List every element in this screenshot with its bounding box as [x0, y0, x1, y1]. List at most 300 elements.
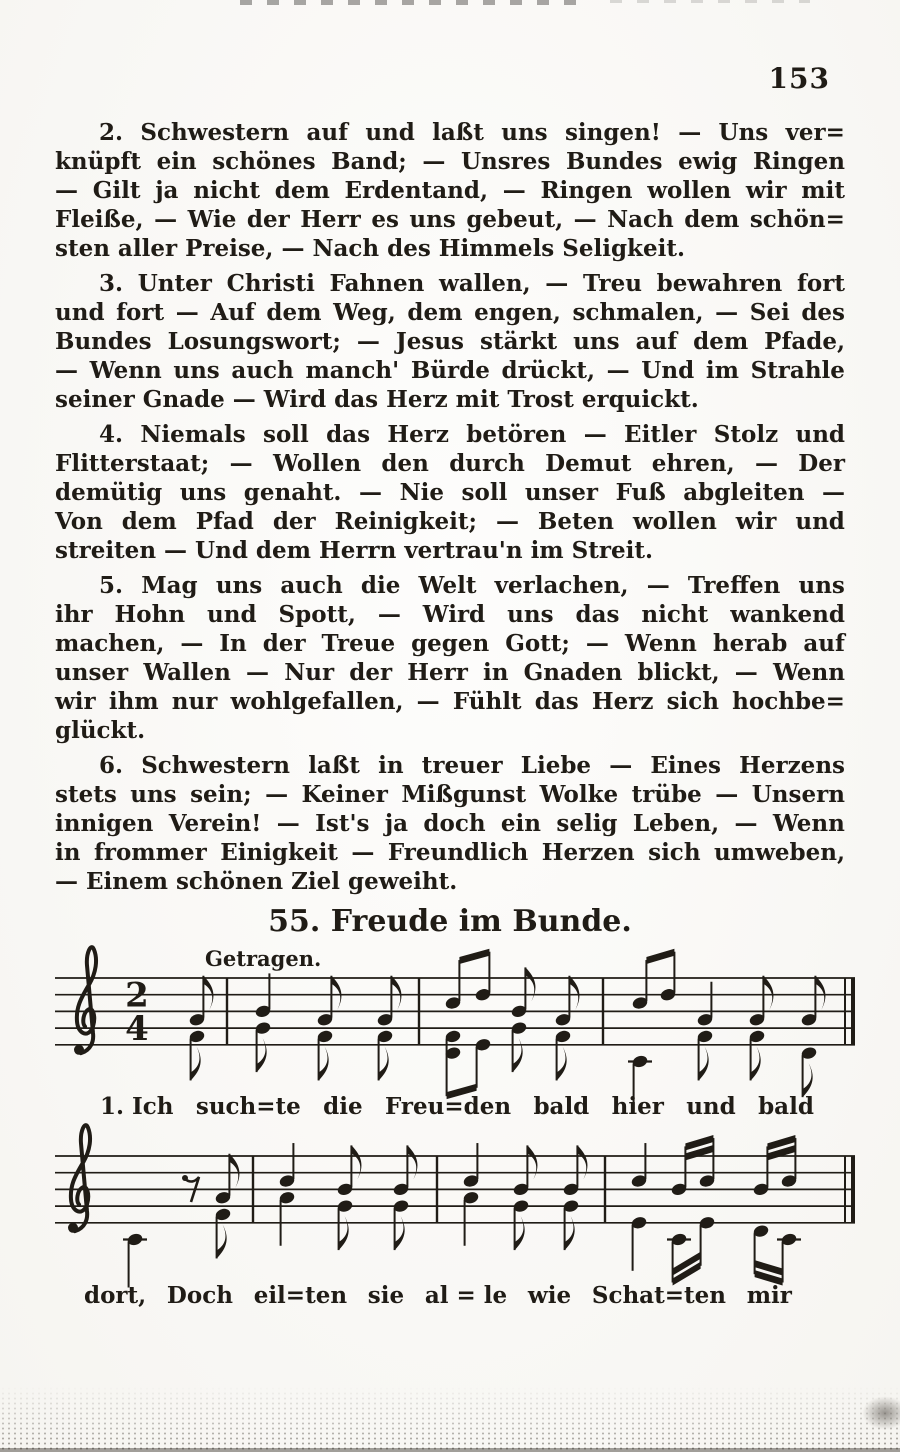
verse-word: — — [715, 781, 739, 808]
verse-word: Wolke — [539, 781, 619, 808]
verse-word: 4. — [99, 421, 124, 448]
verse-word: der — [246, 206, 290, 233]
verse-word: Wenn — [772, 810, 845, 837]
eighth-flag — [763, 976, 773, 1010]
lyric-syllable: bald — [533, 1093, 590, 1120]
verse-word: wir — [745, 177, 787, 204]
verse-word: — — [55, 357, 78, 384]
verse-line — [55, 356, 845, 385]
eighth-flag — [203, 976, 213, 1010]
verse-word: — — [422, 148, 446, 175]
verse-word: wir — [55, 688, 96, 715]
lyric-syllable: dort, — [84, 1282, 147, 1309]
verse-word: Fühlt — [452, 688, 522, 715]
verse-word: Ringen — [752, 148, 845, 175]
verse-word: Weg, — [333, 299, 396, 326]
verse-word: Unsres — [460, 148, 551, 175]
verse-line — [55, 571, 845, 600]
verse-word: Gnaden — [523, 659, 623, 686]
verse-word: — — [715, 299, 739, 326]
verse-line — [55, 176, 845, 205]
verse-word: dem — [693, 328, 749, 355]
tempo-marking: Getragen. — [205, 946, 322, 971]
verse-word: Von — [55, 508, 103, 535]
treble-clef-icon — [68, 1223, 78, 1233]
eighth-flag — [351, 1145, 361, 1179]
verse-word: Mißgunst — [401, 781, 527, 808]
verse-word: Schwestern — [141, 752, 291, 779]
verse-word: dem — [274, 177, 330, 204]
verse-word: ehren, — [651, 450, 735, 477]
verse-line — [55, 780, 845, 809]
verse-word: — — [180, 630, 204, 657]
verse-word: Treffen — [687, 572, 781, 599]
verse-word: — — [351, 839, 375, 866]
treble-clef-icon — [77, 947, 96, 1053]
verse-word: in — [483, 659, 509, 686]
verse-line: — Einem schönen Ziel geweiht. — [55, 868, 458, 895]
verse-line — [55, 600, 845, 629]
verse-word: den — [381, 450, 429, 477]
lyric-syllable: sie — [367, 1282, 405, 1309]
verse-line — [55, 327, 845, 356]
verse-line: sten aller Preise, — Nach des Himmels Seligkeit. — [55, 235, 685, 262]
lyric-syllable: wie — [527, 1282, 572, 1309]
verse-word: nicht — [641, 601, 709, 628]
song-title: 55. Freude im Bunde. — [268, 904, 632, 939]
verse-word: wankend — [730, 601, 845, 628]
verse-word: dem — [121, 508, 177, 535]
verse-word: — — [583, 421, 607, 448]
verse-word: Herr — [407, 659, 468, 686]
verse-word: wir — [735, 508, 777, 535]
verse-word: — — [229, 450, 253, 477]
page-number: 153 — [768, 62, 830, 95]
verse-word: — — [606, 357, 630, 384]
verse-word: engen, — [474, 299, 561, 326]
verse-word: Einigkeit — [220, 839, 338, 866]
verse-word: schmalen, — [572, 299, 704, 326]
verse-line — [55, 147, 845, 176]
verse-word: Stolz — [713, 421, 779, 448]
verse-line — [55, 658, 845, 687]
verse-word: ja — [384, 810, 409, 837]
verse-word: Unsern — [751, 781, 845, 808]
verse-word: uns — [179, 479, 227, 506]
verse-word: Beten — [537, 508, 614, 535]
verse-word: — — [154, 206, 178, 233]
verse-word: Wenn — [772, 659, 845, 686]
verse-word: Hohn — [114, 601, 186, 628]
verse-word: durch — [449, 450, 525, 477]
final-barline — [851, 978, 855, 1045]
verse-word: Wird — [422, 601, 486, 628]
lyric-syllable: Freu=den — [384, 1093, 512, 1120]
eighth-flag — [699, 1046, 709, 1080]
verse-word: abgleiten — [683, 479, 805, 506]
verse-word: Ist's — [315, 810, 370, 837]
verse-word: Keiner — [301, 781, 388, 808]
verse-word: Wollen — [272, 450, 362, 477]
verse-word: — — [265, 781, 289, 808]
verse-word: Eines — [650, 752, 721, 779]
verse-word: 5. — [99, 572, 124, 599]
verse-word: — — [646, 572, 670, 599]
verse-word: auch — [231, 357, 294, 384]
verse-word: Herzens — [739, 752, 845, 779]
verse-word: — — [754, 450, 778, 477]
time-signature: 4 — [125, 1009, 149, 1050]
verse-word: Ringen — [540, 177, 633, 204]
verse-word: — — [545, 270, 569, 297]
verse-word: im — [705, 357, 739, 384]
verse-word: Losungswort; — [167, 328, 341, 355]
eighth-flag — [569, 976, 579, 1010]
verse-word: singen! — [564, 119, 661, 146]
treble-clef-icon — [74, 1045, 84, 1055]
verse-word: Reinigkeit; — [334, 508, 478, 535]
verse-word: selig — [556, 810, 618, 837]
verse-word: machen, — [55, 630, 165, 657]
verse-line: glückt. — [55, 717, 146, 744]
verse-word: Wenn — [624, 630, 697, 657]
verse-line — [55, 449, 845, 478]
verse-word: stärkt — [480, 328, 558, 355]
verse-line — [55, 269, 845, 298]
verse-paragraph — [55, 269, 845, 414]
eighth-flag — [257, 1038, 267, 1072]
verse-word: Liebe — [520, 752, 592, 779]
verse-word: 3. — [99, 270, 124, 297]
verse-word: ihm — [108, 688, 159, 715]
verse-line: seiner Gnade — Wird das Herz mit Trost erquickt. — [55, 386, 699, 413]
verse-word: Auf — [210, 299, 255, 326]
verse-word: Band; — [331, 148, 407, 175]
verse-word: wallen, — [439, 270, 531, 297]
eighth-flag — [229, 1154, 239, 1188]
verse-word: Gott; — [505, 630, 570, 657]
verse-word: ein — [156, 148, 197, 175]
verse-word: Bürde — [410, 357, 490, 384]
eighth-flag — [815, 976, 825, 1010]
verse-word: manch' — [305, 357, 400, 384]
verse-line — [55, 298, 845, 327]
verse-word: knüpft — [55, 148, 141, 175]
verse-word: — — [359, 479, 383, 506]
verse-paragraph — [55, 118, 845, 263]
verse-word: ver= — [785, 119, 845, 146]
verse-word: Herz — [387, 421, 449, 448]
verse-word: Flitterstaat; — [55, 450, 210, 477]
hymn-verses — [55, 118, 845, 902]
verse-word: wollen — [632, 508, 717, 535]
verse-word: Wenn — [89, 357, 162, 384]
verse-line — [55, 507, 845, 536]
scan-artifact-top — [610, 0, 810, 3]
verse-word: das — [575, 601, 620, 628]
verse-word: uns — [573, 328, 620, 355]
verse-word: mit — [801, 177, 845, 204]
beam — [646, 949, 674, 964]
verse-word: laßt — [308, 752, 360, 779]
eighth-flag — [527, 1145, 537, 1179]
verse-word: Schwestern — [140, 119, 290, 146]
lyric-syllable: bald — [758, 1093, 814, 1120]
eighth-flag — [513, 1038, 523, 1072]
verse-word: frommer — [93, 839, 207, 866]
scan-noise-bottom — [0, 1386, 900, 1452]
verse-word: Niemals — [140, 421, 246, 448]
verse-word: unser — [55, 659, 129, 686]
verse-word: — — [734, 810, 758, 837]
verse-word: Erdentand, — [344, 177, 488, 204]
verse-word: Jesus — [395, 328, 465, 355]
verse-word: uns — [409, 206, 456, 233]
lyric-syllable: die — [323, 1093, 363, 1120]
verse-word: dem — [266, 299, 322, 326]
verse-line: streiten — Und dem Herrn vertrau'n im Streit. — [55, 537, 653, 564]
verse-paragraph — [55, 751, 845, 896]
verse-word: fort — [797, 270, 845, 297]
verse-word: uns — [798, 572, 845, 599]
verse-word: nur — [171, 688, 218, 715]
eighth-flag — [557, 1046, 567, 1080]
verse-word: — — [175, 299, 199, 326]
verse-word: 6. — [99, 752, 124, 779]
verse-word: 2. — [99, 119, 124, 146]
eighth-flag — [395, 1216, 405, 1250]
scan-smudge — [862, 1396, 900, 1430]
verse-word: auf — [635, 328, 678, 355]
music-staff-2 — [55, 1118, 855, 1308]
eighth-flag — [191, 1046, 201, 1080]
verse-word: herab — [712, 630, 788, 657]
verse-word: — — [416, 688, 440, 715]
eighth-flag — [407, 1145, 417, 1179]
verse-word: auf — [306, 119, 348, 146]
verse-word: in — [55, 839, 81, 866]
verse-word: innigen — [55, 810, 154, 837]
verse-word: Gilt — [92, 177, 141, 204]
verse-word: laßt — [432, 119, 484, 146]
time-signature: 2 — [125, 975, 149, 1016]
lyric-syllable: mir — [746, 1282, 792, 1309]
eighth-flag — [515, 1216, 525, 1250]
verse-word: trübe — [631, 781, 702, 808]
verse-word: Welt — [418, 572, 477, 599]
verse-word: stets — [55, 781, 117, 808]
verse-word: — — [585, 630, 609, 657]
verse-word: und — [207, 601, 257, 628]
verse-word: — — [573, 206, 597, 233]
scan-artifact-top — [240, 0, 590, 5]
verse-line — [55, 118, 845, 147]
verse-line — [55, 751, 845, 780]
verse-word: — — [356, 328, 380, 355]
verse-word: Fleiße, — [55, 206, 144, 233]
verse-word: — — [377, 601, 401, 628]
verse-word: verlachen, — [494, 572, 629, 599]
verse-word: Wie — [187, 206, 237, 233]
lyric-syllable: al = le — [424, 1282, 508, 1309]
verse-word: Wallen — [143, 659, 231, 686]
verse-word: — — [246, 659, 270, 686]
verse-word: uns — [173, 357, 220, 384]
verse-word: Bundes — [55, 328, 152, 355]
verse-word: Herzen — [541, 839, 635, 866]
verse-word: ja — [155, 177, 179, 204]
verse-word: demütig — [55, 479, 163, 506]
verse-word: — — [495, 508, 519, 535]
verse-line — [55, 205, 845, 234]
verse-word: — — [276, 810, 300, 837]
verse-word: Unter — [137, 270, 212, 297]
verse-word: dem — [684, 206, 740, 233]
verse-word: soll — [461, 479, 508, 506]
verse-word: Der — [798, 450, 845, 477]
verse-word: Nie — [399, 479, 444, 506]
verse-word: Leben, — [632, 810, 720, 837]
verse-word: Fahnen — [329, 270, 425, 297]
treble-clef-icon — [71, 1125, 90, 1231]
verse-word: der — [262, 630, 306, 657]
music-staff-1 — [55, 938, 855, 1118]
verse-word: Nur — [284, 659, 335, 686]
verse-word: auch — [280, 572, 343, 599]
verse-word: uns — [507, 601, 554, 628]
verse-word: Uns — [718, 119, 769, 146]
verse-word: gegen — [411, 630, 490, 657]
verse-word: Pfad — [195, 508, 254, 535]
verse-word: blickt, — [637, 659, 720, 686]
verse-paragraph — [55, 571, 845, 745]
scan-noise-bottom-edge — [0, 1448, 900, 1452]
verse-word: sein; — [190, 781, 252, 808]
verse-word: — — [502, 177, 526, 204]
verse-word: Bundes — [565, 148, 663, 175]
verse-word: drückt, — [501, 357, 595, 384]
verse-line — [55, 838, 845, 867]
verse-word: es — [371, 206, 399, 233]
verse-word: und — [795, 421, 845, 448]
verse-word: unser — [524, 479, 599, 506]
verse-word: der — [349, 659, 393, 686]
verse-word: Spott, — [278, 601, 356, 628]
lyric-syllable: such=te — [195, 1093, 301, 1120]
verse-word: dem — [407, 299, 463, 326]
verse-word: fort — [116, 299, 165, 326]
verse-word: uns — [215, 572, 263, 599]
lyrics-line-2 — [84, 1281, 792, 1311]
verse-word: uns — [501, 119, 548, 146]
verse-word: des — [801, 299, 845, 326]
verse-word: umweben, — [714, 839, 845, 866]
lyric-syllable: hier — [611, 1093, 664, 1120]
verse-word: — — [678, 119, 702, 146]
eighth-flag — [565, 1216, 575, 1250]
verse-word: nicht — [193, 177, 260, 204]
verse-word: In — [219, 630, 247, 657]
verse-word: Herr — [300, 206, 361, 233]
verse-word: — — [55, 177, 78, 204]
verse-word: wohlgefallen, — [230, 688, 404, 715]
verse-word: Eitler — [624, 421, 697, 448]
eighth-flag — [379, 1046, 389, 1080]
verse-word: Mag — [141, 572, 198, 599]
eighth-flag — [577, 1145, 587, 1179]
verse-word: bewahren — [656, 270, 783, 297]
verse-word: das — [326, 421, 371, 448]
verse-word: sich — [648, 839, 701, 866]
eighth-flag — [391, 976, 401, 1010]
verse-word: — — [822, 479, 845, 506]
verse-word: Demut — [545, 450, 632, 477]
verse-word: hochbe= — [732, 688, 845, 715]
verse-word: der — [272, 508, 316, 535]
lyric-syllable: eil=ten — [253, 1282, 348, 1309]
final-barline — [851, 1156, 855, 1223]
lyric-syllable: 1. Ich — [100, 1093, 174, 1120]
verse-word: schön= — [749, 206, 845, 233]
verse-word: Fuß — [615, 479, 666, 506]
verse-word: Sei — [749, 299, 790, 326]
verse-line — [55, 687, 845, 716]
verse-word: betören — [466, 421, 567, 448]
verse-word: soll — [263, 421, 309, 448]
verse-word: genaht. — [243, 479, 342, 506]
verse-word: gebeut, — [466, 206, 564, 233]
verse-line — [55, 629, 845, 658]
verse-word: Und — [641, 357, 695, 384]
verse-line — [55, 478, 845, 507]
verse-word: sich — [666, 688, 719, 715]
verse-word: doch — [423, 810, 486, 837]
verse-word: und — [55, 299, 105, 326]
verse-word: treuer — [421, 752, 503, 779]
eighth-flag — [217, 1224, 227, 1258]
verse-word: schönes — [212, 148, 316, 175]
verse-word: ewig — [678, 148, 738, 175]
verse-word: Treue — [321, 630, 396, 657]
verse-word: Verein! — [168, 810, 262, 837]
verse-line — [55, 809, 845, 838]
lyric-syllable: Doch — [166, 1282, 233, 1309]
verse-word: ein — [500, 810, 542, 837]
verse-word: wollen — [647, 177, 732, 204]
verse-word: — — [734, 659, 758, 686]
lyric-syllable: und — [686, 1093, 736, 1120]
verse-word: die — [360, 572, 401, 599]
verse-word: das — [534, 688, 579, 715]
verse-word: Herz — [591, 688, 654, 715]
verse-word: auf — [803, 630, 845, 657]
verse-paragraph — [55, 420, 845, 565]
verse-word: und — [365, 119, 415, 146]
verse-word: ihr — [55, 601, 93, 628]
verse-word: in — [378, 752, 404, 779]
beam — [459, 949, 489, 964]
eighth-flag — [339, 1216, 349, 1250]
verse-word: Christi — [226, 270, 315, 297]
verse-word: Nach — [607, 206, 674, 233]
verse-word: Strahle — [750, 357, 845, 384]
eighth-flag — [319, 1046, 329, 1080]
verse-line — [55, 420, 845, 449]
verse-word: Pfade, — [764, 328, 845, 355]
eighth-flag — [525, 967, 535, 1001]
verse-word: uns — [130, 781, 177, 808]
verse-word: Treu — [583, 270, 642, 297]
